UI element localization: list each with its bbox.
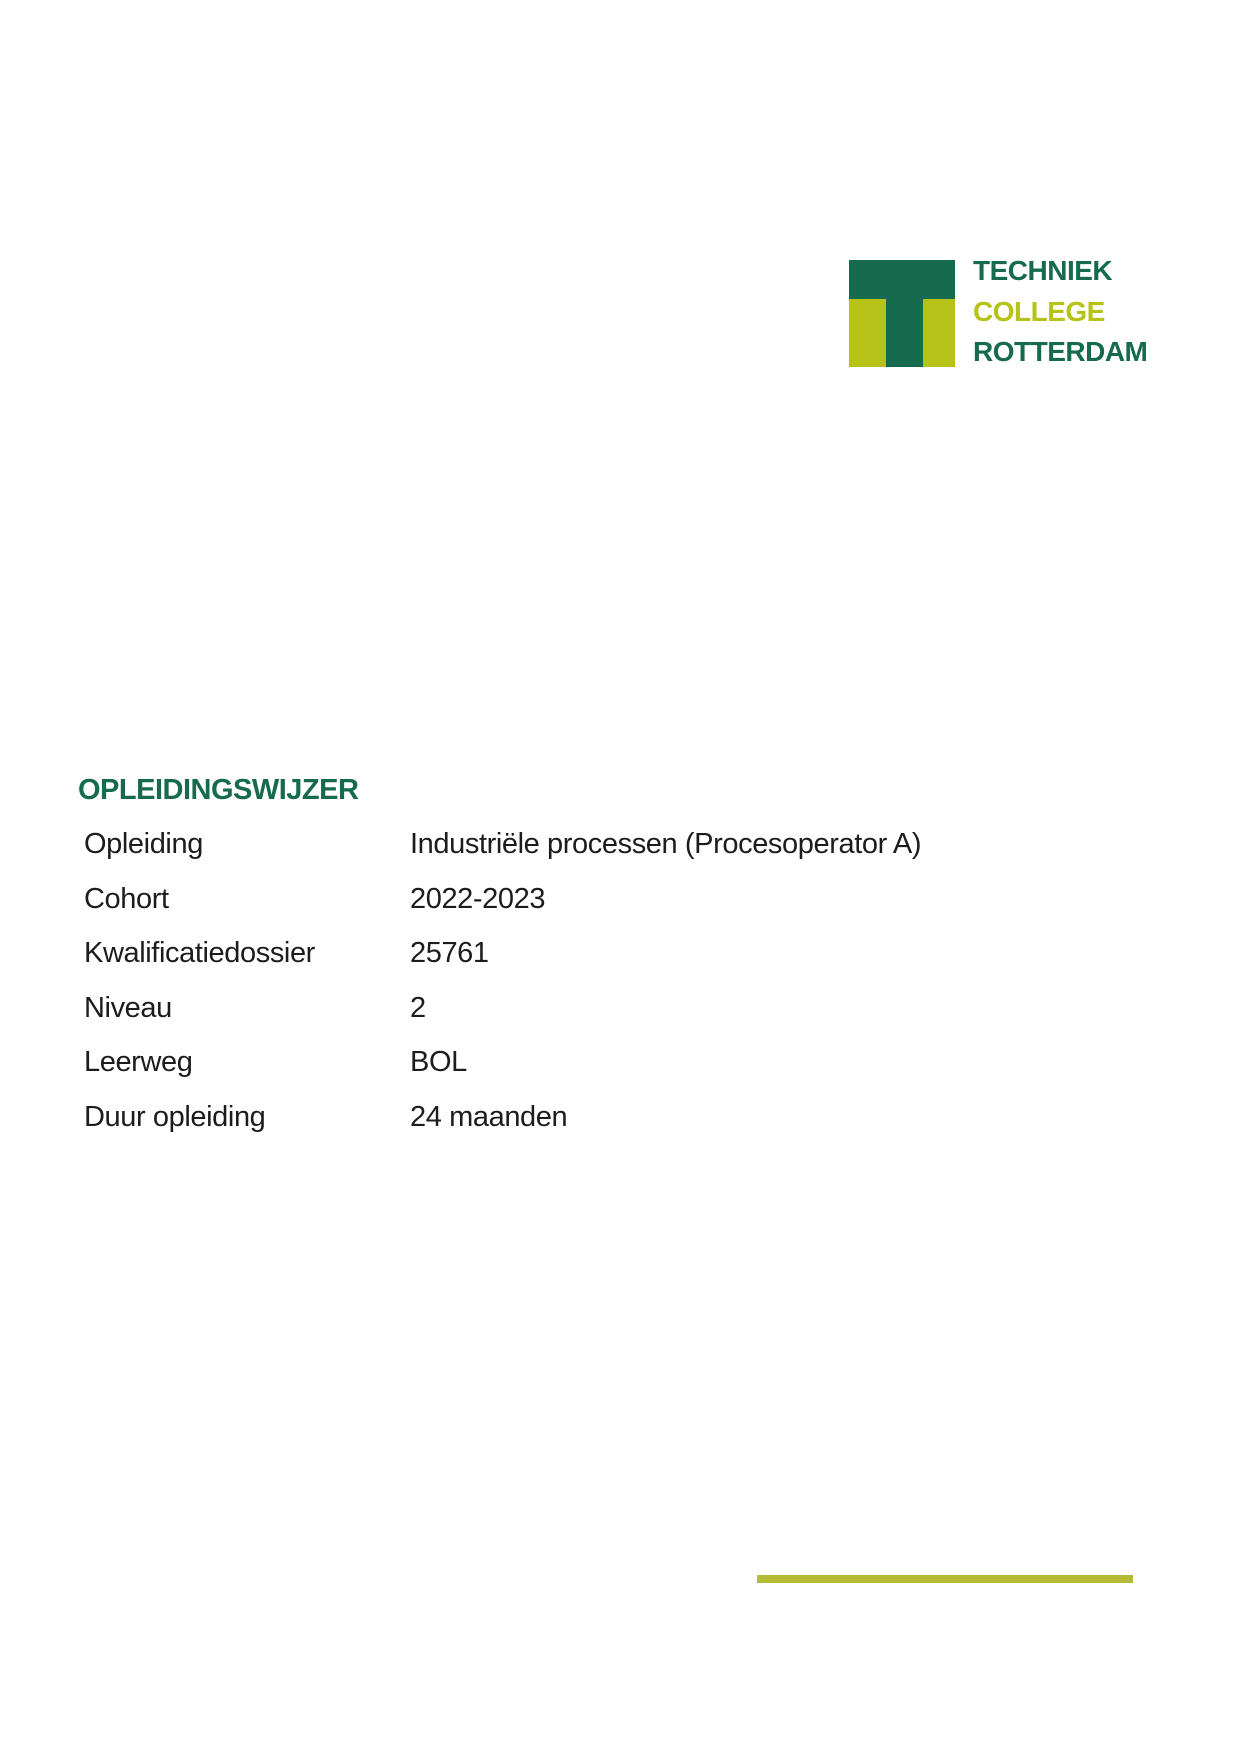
row-value-kwalificatiedossier: 25761 — [410, 937, 489, 969]
logo-wordmark — [973, 251, 1147, 373]
row-label-cohort: Cohort — [84, 882, 169, 915]
row-label-kwalificatiedossier: Kwalificatiedossier — [84, 937, 315, 969]
logo-word-rotterdam: ROTTERDAM — [973, 336, 1148, 367]
table-row — [84, 884, 921, 914]
logo-lime-left-block — [849, 299, 886, 367]
logo-word-techniek: TECHNIEK — [973, 255, 1113, 286]
page-title: OPLEIDINGSWIJZER — [78, 774, 359, 806]
logo-t-base — [849, 299, 955, 367]
row-value-leerweg: BOL — [410, 1046, 467, 1078]
row-value-niveau: 2 — [410, 991, 426, 1024]
footer-accent-bar — [757, 1575, 1133, 1583]
table-row — [84, 1102, 921, 1132]
table-row — [84, 993, 921, 1023]
logo — [849, 255, 1148, 373]
row-label-niveau: Niveau — [84, 991, 172, 1024]
table-row — [84, 938, 921, 968]
techniek-college-logo-icon — [849, 260, 955, 367]
logo-t-stem — [886, 299, 923, 367]
row-label-duur-opleiding: Duur opleiding — [84, 1100, 266, 1133]
logo-t-top-bar — [849, 260, 955, 299]
row-label-leerweg: Leerweg — [84, 1046, 193, 1078]
row-value-duur-opleiding: 24 maanden — [410, 1100, 568, 1133]
logo-lime-right-block — [923, 299, 955, 367]
row-label-opleiding: Opleiding — [84, 828, 203, 860]
logo-word-college: COLLEGE — [973, 295, 1105, 327]
row-value-opleiding: Industriële processen (Procesoperator A) — [410, 828, 922, 860]
details-table — [84, 829, 921, 1156]
table-row — [84, 1047, 921, 1077]
row-value-cohort: 2022-2023 — [410, 882, 546, 915]
table-row — [84, 829, 921, 859]
